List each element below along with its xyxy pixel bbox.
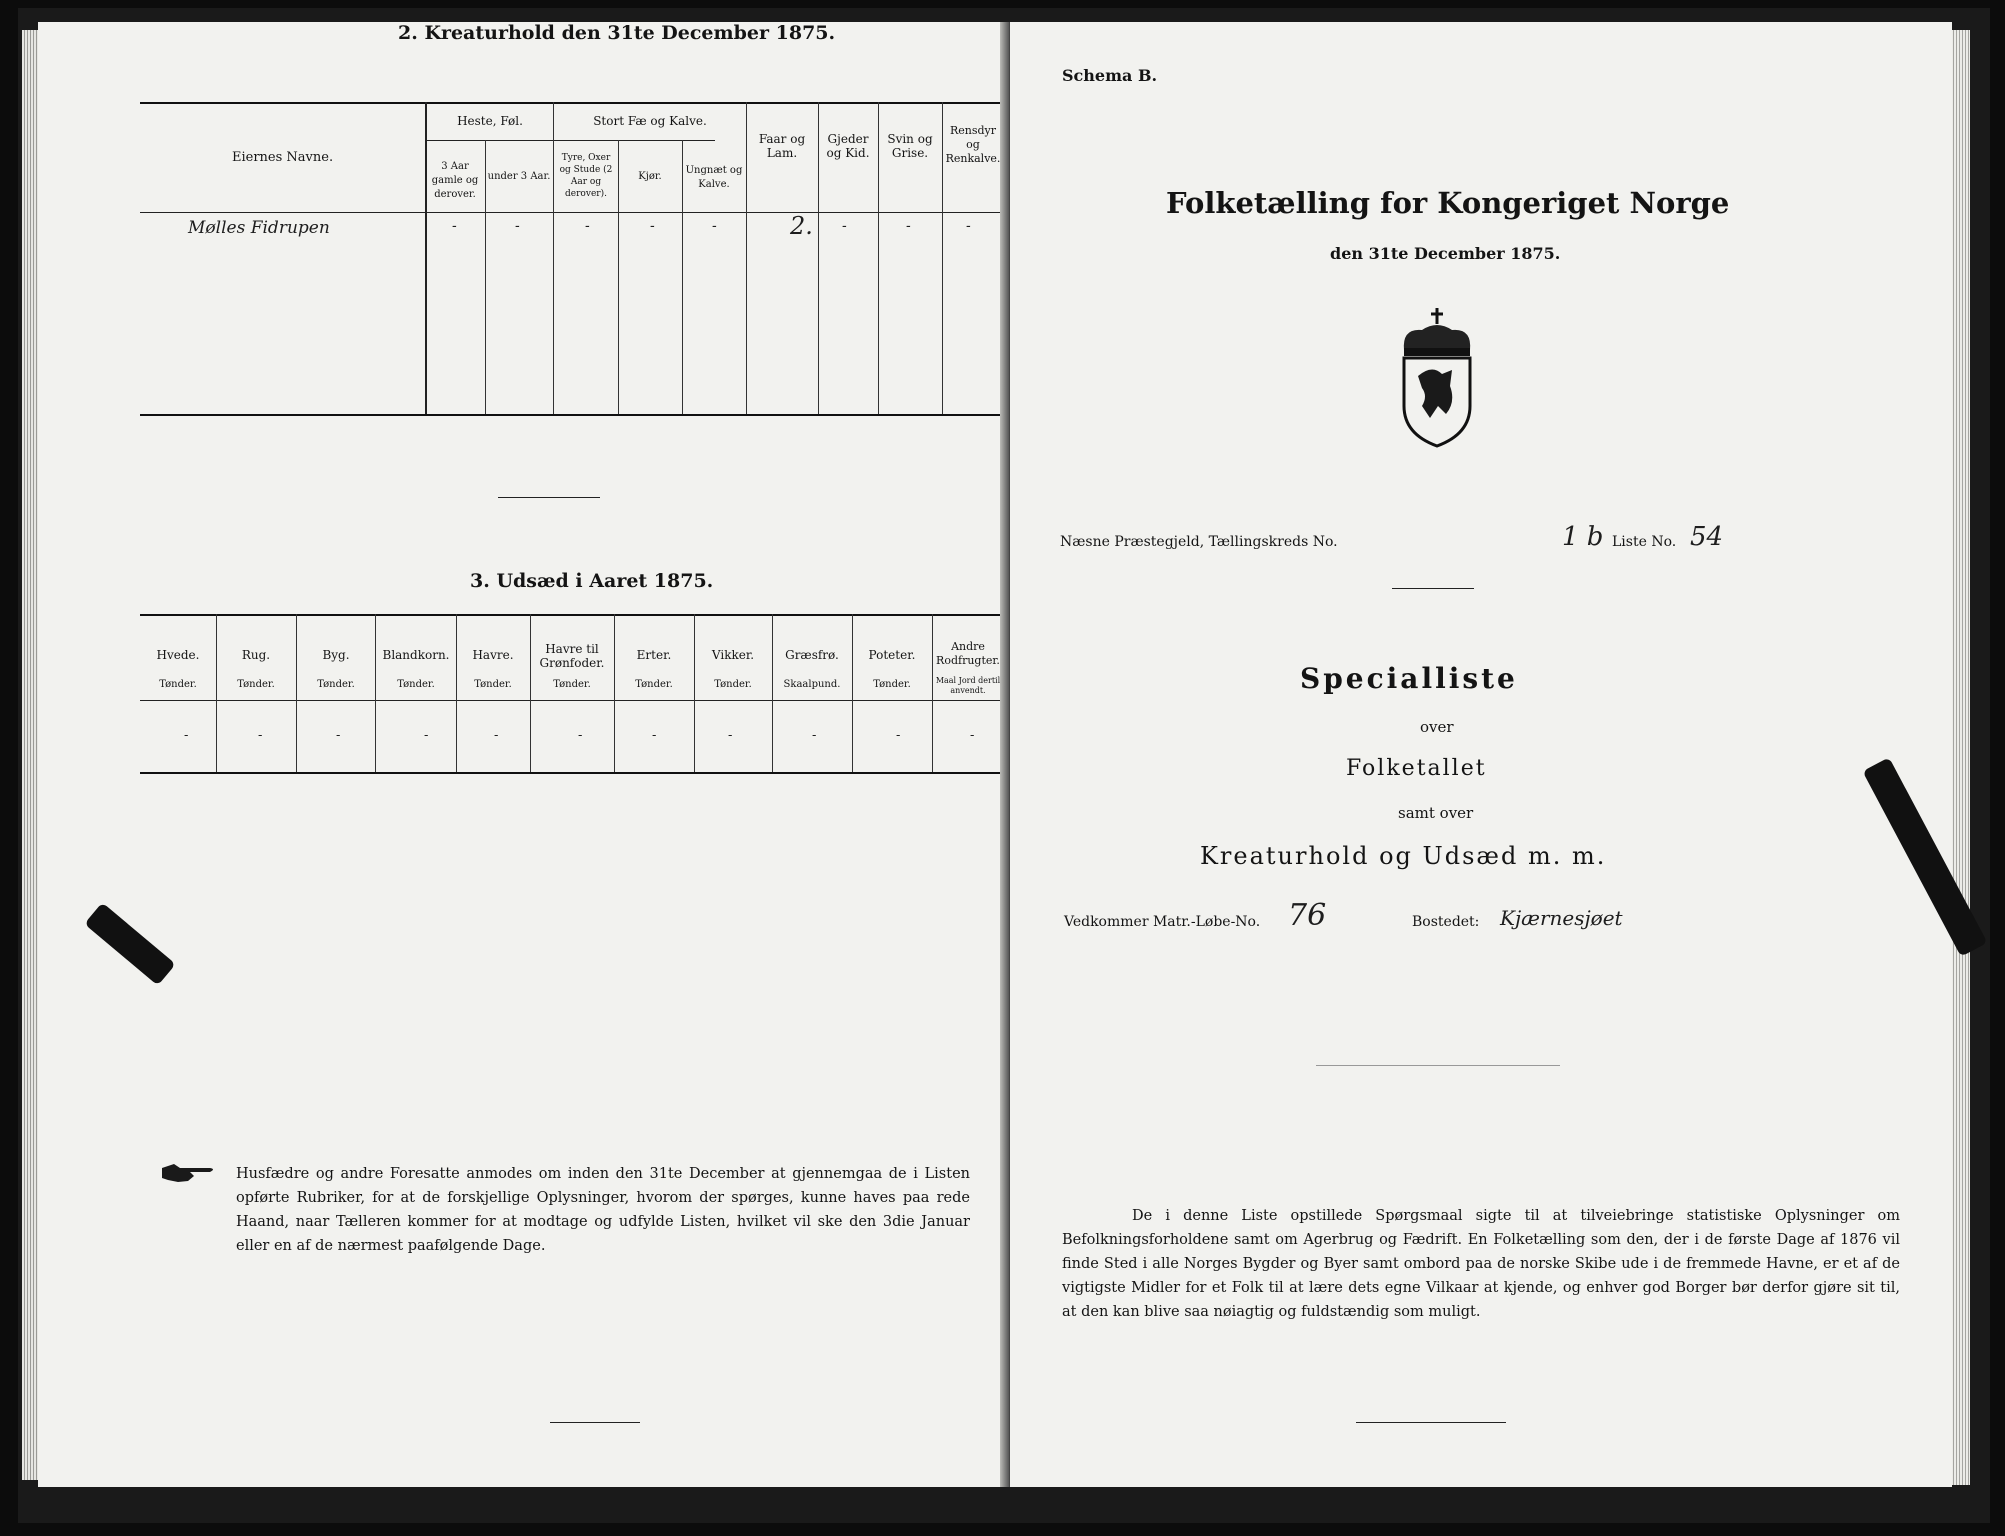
other-header: Rensdyr og Renkalve. (945, 124, 1001, 165)
table3-top-rule (140, 614, 1002, 616)
crop-value: - (970, 728, 975, 743)
schema-label: Schema B. (1062, 66, 1158, 85)
group-header-cattle: Stort Fæ og Kalve. (593, 114, 707, 128)
sub-header: Ungnæt og Kalve. (685, 165, 743, 190)
crop-value: - (728, 728, 733, 743)
over-text: over (1420, 718, 1454, 736)
separator-rule (498, 497, 600, 498)
crop-unit: Tønder. (474, 679, 512, 690)
row-value: - (966, 218, 971, 234)
crop-value: - (494, 728, 499, 743)
matr-number: 76 (1288, 898, 1327, 933)
table3-bottom-rule (140, 772, 1002, 774)
other-header: Faar og Lam. (758, 132, 806, 160)
crop-header: Havre til Grønfoder. (539, 642, 605, 670)
crop-header: Byg. (322, 648, 350, 662)
explanatory-paragraph: De i denne Liste opstillede Spørgsmaal sigte til at tilveiebringe statistiske Oplysninger om Befolkningsforholdene samt om Agerbrug og Fædrift. En Folketælling som den, der i de første Dage af 1876 vil finde Sted i alle Norges Bygder og Byer samt ombord paa de norske Skibe ude i de fremmede Havne, er et af de vigtigste Midler for et Folk til at lære dets egne Vilkaar at kjende, og enhver god Borger bør derfor gjøre sit til, at den kan blive saa nøiagtig og fuldstændig som muligt. (1062, 1208, 1900, 1320)
ornament-rule (1392, 588, 1474, 589)
crop-value: - (812, 728, 817, 743)
col-line (456, 614, 457, 772)
other-header: Svin og Grise. (887, 132, 933, 160)
crop-value: - (258, 728, 263, 743)
sub-header: Kjør. (638, 171, 662, 182)
col-line (375, 614, 376, 772)
liste-label: Liste No. (1612, 534, 1677, 550)
table2-top-rule (140, 102, 1002, 104)
crop-unit: Tønder. (317, 679, 355, 690)
crop-unit: Tønder. (714, 679, 752, 690)
col-line (530, 614, 531, 772)
col-line (425, 102, 427, 414)
col-line (296, 614, 297, 772)
row-value: - (906, 218, 911, 234)
crop-header: Blandkorn. (382, 648, 450, 662)
crop-unit: Tønder. (553, 679, 591, 690)
table2-header-rule (140, 212, 1002, 213)
coat-of-arms-icon (1392, 306, 1482, 450)
owner-col-header: Eiernes Navne. (232, 150, 334, 165)
document-date: den 31te December 1875. (1330, 244, 1561, 263)
folketallet-text: Folketallet (1346, 756, 1487, 781)
samt-over-text: samt over (1398, 804, 1474, 822)
col-line (878, 102, 879, 414)
crop-value: - (578, 728, 583, 743)
crop-unit: Skaalpund. (783, 679, 841, 690)
col-line (772, 614, 773, 772)
crop-header: Andre Rodfrugter. (936, 640, 1000, 667)
col-line (694, 614, 695, 772)
sub-header: under 3 Aar. (487, 171, 551, 182)
col-line (932, 614, 933, 772)
col-line (485, 140, 486, 414)
sub-header: Tyre, Oxer og Stude (2 Aar og derover). (559, 153, 613, 199)
row-value: 2. (790, 212, 813, 240)
col-line (553, 102, 554, 414)
kreaturhold-text: Kreaturhold og Udsæd m. m. (1200, 842, 1607, 870)
col-line (216, 614, 217, 772)
crop-header: Havre. (472, 648, 514, 662)
crop-value: - (652, 728, 657, 743)
crop-value: - (336, 728, 341, 743)
group-header-horses: Heste, Føl. (457, 114, 523, 128)
col-line (618, 140, 619, 414)
section3-title: 3. Udsæd i Aaret 1875. (470, 570, 714, 592)
crop-header: Erter. (636, 648, 672, 662)
sub-header: 3 Aar gamle og derover. (431, 161, 479, 200)
other-header: Gjeder og Kid. (826, 132, 870, 160)
crop-value: - (424, 728, 429, 743)
col-line (682, 140, 683, 414)
row-value: - (452, 218, 457, 234)
crop-unit: Tønder. (397, 679, 435, 690)
col-line (852, 614, 853, 772)
pointing-hand-icon (160, 1160, 220, 1186)
crop-unit: Maal Jord dertil anvendt. (935, 676, 1001, 695)
crop-unit: Tønder. (873, 679, 911, 690)
crop-header: Græsfrø. (785, 648, 839, 662)
specialliste-heading: Specialliste (1300, 662, 1518, 695)
footer-rule (550, 1422, 640, 1423)
footer-rule (1356, 1422, 1506, 1423)
row-value: - (585, 218, 590, 234)
table3-header-rule (140, 700, 1002, 701)
notice-text: Husfædre og andre Foresatte anmodes om inden den 31te December at gjennemgaa de i Listen opførte Rubriker, for at de forskjellige Oplysninger, hvorom der spørges, kunne haves paa rede Haand, naar Tælleren kommer for at modtage og udfylde Listen, hvilket vil ske den 3die Januar eller en af de nærmest paafølgende Dage. (236, 1166, 970, 1254)
col-line (818, 102, 819, 414)
row-owner-name: Mølles Fidrupen (188, 218, 330, 238)
bosted-label: Bostedet: (1412, 914, 1480, 930)
liste-number: 54 (1690, 522, 1724, 552)
col-line (942, 102, 943, 414)
document-title: Folketælling for Kongeriget Norge (1166, 186, 1730, 220)
crop-header: Hvede. (156, 648, 200, 662)
left-page (38, 22, 1008, 1487)
crop-value: - (184, 728, 189, 743)
row-value: - (515, 218, 520, 234)
matr-label: Vedkommer Matr.-Løbe-No. (1064, 914, 1261, 930)
col-line (746, 102, 747, 414)
crop-unit: Tønder. (159, 679, 197, 690)
kreds-number: 1 b (1562, 522, 1604, 552)
table2-group-rule (425, 140, 715, 141)
table2-bottom-rule (140, 414, 1002, 416)
row-value: - (650, 218, 655, 234)
crop-unit: Tønder. (237, 679, 275, 690)
faint-rule (1316, 1065, 1560, 1066)
row-value: - (842, 218, 847, 234)
crop-unit: Tønder. (635, 679, 673, 690)
crop-header: Rug. (241, 648, 271, 662)
col-line (614, 614, 615, 772)
row-value: - (712, 218, 717, 234)
section2-title: 2. Kreaturhold den 31te December 1875. (398, 22, 836, 44)
crop-value: - (896, 728, 901, 743)
parish-label: Næsne Præstegjeld, Tællingskreds No. (1060, 534, 1338, 550)
crop-header: Vikker. (711, 648, 755, 662)
bosted-value: Kjærnesjøet (1500, 906, 1623, 930)
crop-header: Poteter. (868, 648, 916, 662)
